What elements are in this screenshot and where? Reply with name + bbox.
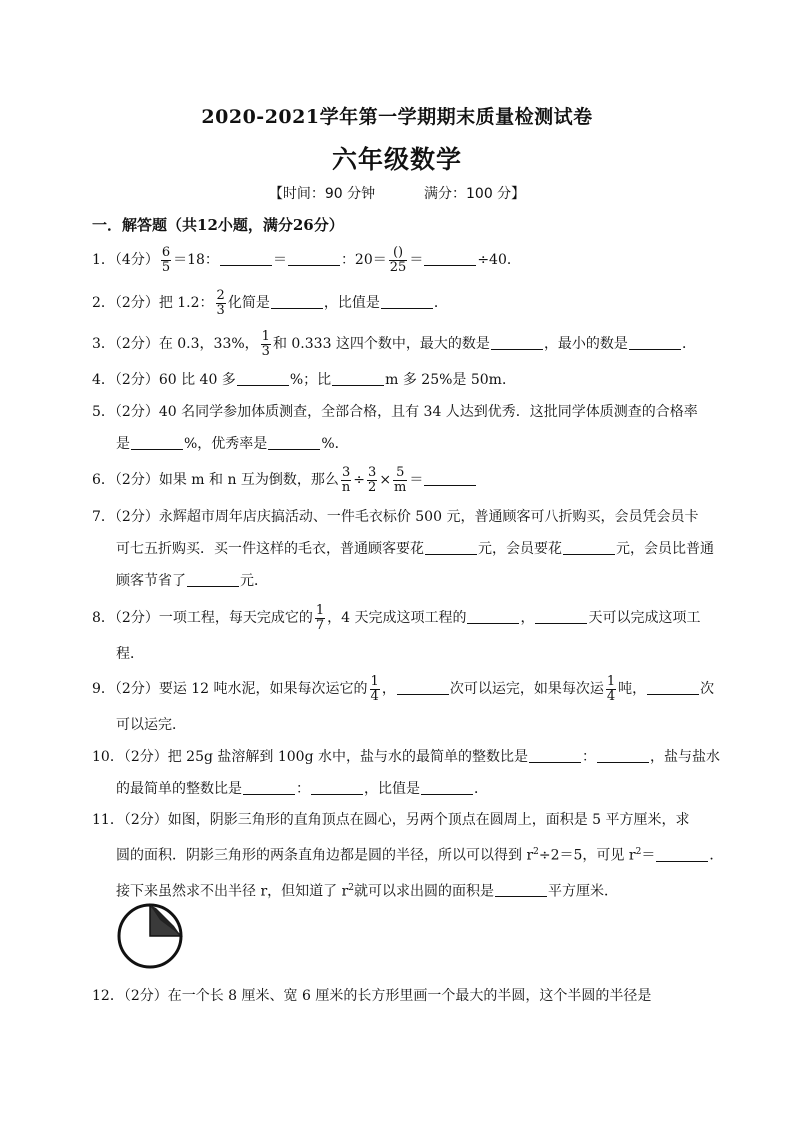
- answer-blank[interactable]: [629, 333, 681, 350]
- fraction: $\frac{()}{25}$: [389, 244, 407, 275]
- fraction: $\frac{3}{2}$: [368, 464, 377, 495]
- exam-meta: [0, 183, 794, 203]
- fraction: $\frac{2}{3}$: [216, 287, 225, 318]
- question-6: 6．（2分）如果 m 和 n 互为倒数，那么 $\frac{3}{n}$ ÷ $\frac{3}{2}$ × $\frac{5}{m}$ ＝: [92, 464, 704, 496]
- answer-blank[interactable]: [288, 249, 340, 266]
- exam-title: 2020-2021学年第一学期期末质量检测试卷: [201, 106, 593, 128]
- answer-blank[interactable]: [187, 570, 239, 587]
- question-4: 4．（2分）60 比 40 多 %；比 m 多 25%是 50m．: [92, 364, 704, 396]
- answer-blank[interactable]: [425, 538, 477, 555]
- question-3: 3．（2分）在 0.3，33%， $\frac{1}{3}$ 和 0.333 这四个数中，最大的数是 ，最小的数是 ．: [92, 328, 696, 359]
- question-12: 12．（2分）在一个长 8 厘米、宽 6 厘米的长方形里画一个最大的半圆，这个半圆的半径是: [92, 988, 652, 1004]
- fraction: $\frac{6}{5}$: [161, 244, 171, 275]
- answer-blank[interactable]: [424, 249, 476, 266]
- full-score: 满分：100 分】: [424, 186, 526, 202]
- answer-blank[interactable]: [535, 607, 587, 624]
- answer-blank[interactable]: [220, 249, 272, 266]
- answer-blank[interactable]: [131, 433, 183, 450]
- answer-blank[interactable]: [243, 778, 295, 795]
- fraction: $\frac{3}{n}$: [341, 464, 351, 495]
- fraction: $\frac{5}{m}$: [394, 464, 407, 495]
- question-8: 8．（2分）一项工程，每天完成它的 $\frac{1}{7}$ ，4 天完成这项工程的 ， 天可以完成这项工 程．: [92, 602, 701, 662]
- answer-blank[interactable]: [237, 369, 289, 386]
- answer-blank[interactable]: [597, 746, 649, 763]
- answer-blank[interactable]: [563, 538, 615, 555]
- answer-blank[interactable]: [421, 778, 473, 795]
- question-2: 2．（2分）把 1.2： $\frac{2}{3}$ 化简是 ，比值是 ．: [92, 287, 448, 318]
- section-title: 一．解答题（共12小题，满分26分）: [92, 216, 344, 234]
- answer-blank[interactable]: [381, 292, 433, 309]
- answer-blank[interactable]: [271, 292, 323, 309]
- answer-blank[interactable]: [647, 678, 699, 695]
- fraction: $\frac{1}{7}$: [315, 602, 325, 633]
- fraction: $\frac{1}{4}$: [370, 673, 379, 704]
- question-9: 9．（2分）要运 12 吨水泥，如果每次运它的 $\frac{1}{4}$ ， 次可以运完，如果每次运 $\frac{1}{4}$ 吨， 次 可以运完．: [92, 673, 715, 733]
- circle-triangle-figure: [116, 902, 184, 970]
- question-1: 1．（4分） $\frac{6}{5}$ ＝18： ＝ ：20＝ $\frac{()}{25}$ ＝ ÷40．: [92, 244, 521, 275]
- answer-blank[interactable]: [424, 469, 476, 486]
- answer-blank[interactable]: [529, 746, 581, 763]
- question-10: 10．（2分）把 25g 盐溶解到 100g 水中，盐与水的最简单的整数比是 ： ，盐与盐水 的最简单的整数比是 ： ，比值是 ．: [92, 741, 704, 805]
- answer-blank[interactable]: [495, 880, 547, 897]
- question-7: 7．（2分）永辉超市周年店庆搞活动、一件毛衣标价 500 元，普通顾客可八折购买，会员凭会员卡 可七五折购买．买一件这样的毛衣，普通顾客要花 元，会员要花 元，会员比普通 顾客节省了 元．: [92, 509, 714, 589]
- fraction: $\frac{1}{3}$: [261, 328, 270, 359]
- answer-blank[interactable]: [397, 678, 449, 695]
- exam-subtitle: 六年级数学: [331, 145, 462, 174]
- question-5: 5．（2分）40 名同学参加体质测查，全部合格，且有 34 人达到优秀．这批同学体质测查的合格率 是 %，优秀率是 %．: [92, 404, 698, 452]
- answer-blank[interactable]: [491, 333, 543, 350]
- time-limit: 【时间：90 分钟: [268, 186, 376, 202]
- answer-blank[interactable]: [268, 433, 320, 450]
- answer-blank[interactable]: [311, 778, 363, 795]
- question-11: 11．（2分）如图，阴影三角形的直角顶点在圆心，另两个顶点在圆周上，面积是 5 平方厘米，求 圆的面积．阴影三角形的两条直角边都是圆的半径，所以可以得到 $r^2\div 2=5$，可见 $r^2=$ ． 接下来虽然求不出半径 r，但知道了 $r^2$就可以求出圆的面积是 平方厘米．: [92, 812, 724, 900]
- answer-blank[interactable]: [332, 369, 384, 386]
- answer-blank[interactable]: [656, 845, 708, 862]
- answer-blank[interactable]: [467, 607, 519, 624]
- fraction: $\frac{1}{4}$: [606, 673, 616, 704]
